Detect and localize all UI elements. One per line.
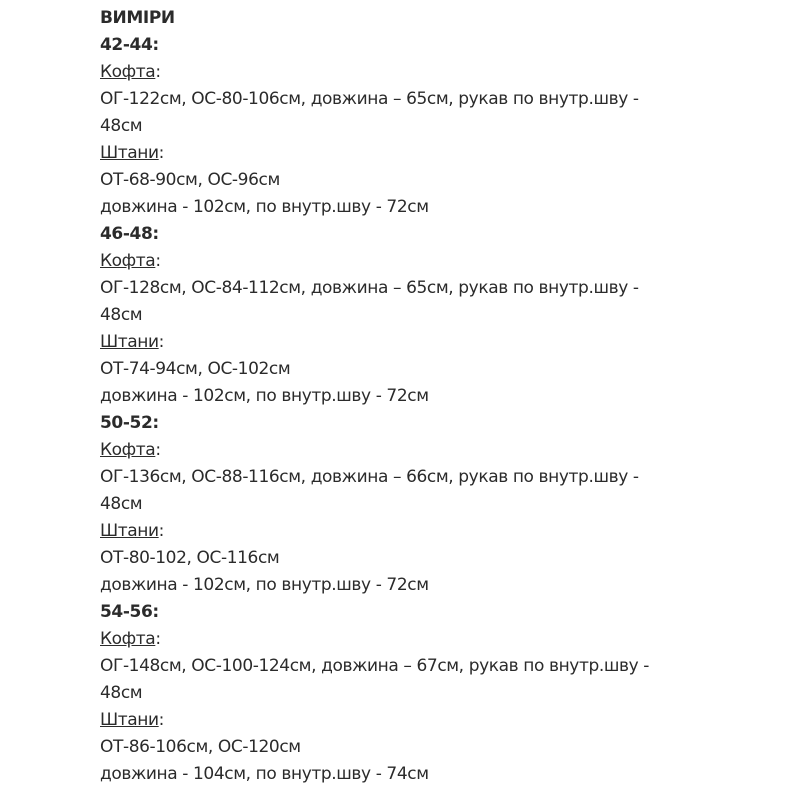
top-measurements-line: ОГ-148см, ОС-100-124см, довжина – 67см, рукав по внутр.шву - bbox=[100, 656, 650, 676]
top-measurements-line: 48см bbox=[100, 494, 143, 514]
top-measurements-line: ОГ-128см, ОС-84-112см, довжина – 65см, рукав по внутр.шву - bbox=[100, 278, 639, 298]
bottom-section-label bbox=[100, 707, 720, 734]
bottom-measurements-line: ОТ-86-106см, ОС-120см bbox=[100, 737, 301, 757]
bottom-measurements-line: довжина - 102см, по внутр.шву - 72см bbox=[100, 386, 429, 406]
label-colon: : bbox=[155, 251, 161, 271]
top-measurements-line: 48см bbox=[100, 683, 143, 703]
bottom-section-label bbox=[100, 329, 720, 356]
bottom-label: Штани bbox=[100, 143, 159, 163]
bottom-measurements-line: довжина - 102см, по внутр.шву - 72см bbox=[100, 197, 429, 217]
top-label: Кофта bbox=[100, 62, 156, 82]
top-label: Кофта bbox=[100, 440, 156, 460]
size-heading: 54-56: bbox=[100, 602, 159, 622]
label-colon: : bbox=[158, 521, 164, 541]
top-label: Кофта bbox=[100, 629, 156, 649]
size-heading: 46-48: bbox=[100, 224, 159, 244]
measurements-document bbox=[100, 5, 720, 788]
page-title: ВИМІРИ bbox=[100, 8, 175, 28]
top-section-label bbox=[100, 626, 720, 653]
top-section-label bbox=[100, 437, 720, 464]
top-section-label bbox=[100, 248, 720, 275]
bottom-measurements-line: довжина - 102см, по внутр.шву - 72см bbox=[100, 575, 429, 595]
bottom-measurements-line: ОТ-74-94см, ОС-102см bbox=[100, 359, 291, 379]
top-measurements-line: 48см bbox=[100, 116, 143, 136]
size-heading: 50-52: bbox=[100, 413, 159, 433]
bottom-measurements-line: довжина - 104см, по внутр.шву - 74см bbox=[100, 764, 429, 784]
bottom-section-label bbox=[100, 140, 720, 167]
top-section-label bbox=[100, 59, 720, 86]
label-colon: : bbox=[158, 710, 164, 730]
top-measurements-line: 48см bbox=[100, 305, 143, 325]
bottom-section-label bbox=[100, 518, 720, 545]
top-label: Кофта bbox=[100, 251, 156, 271]
top-measurements-line: ОГ-136см, ОС-88-116см, довжина – 66см, рукав по внутр.шву - bbox=[100, 467, 639, 487]
label-colon: : bbox=[155, 440, 161, 460]
watermark bbox=[420, 784, 580, 804]
label-colon: : bbox=[158, 332, 164, 352]
label-colon: : bbox=[158, 143, 164, 163]
bottom-label: Штани bbox=[100, 710, 159, 730]
label-colon: : bbox=[155, 62, 161, 82]
top-measurements-line: ОГ-122см, ОС-80-106см, довжина – 65см, рукав по внутр.шву - bbox=[100, 89, 639, 109]
bottom-label: Штани bbox=[100, 332, 159, 352]
label-colon: : bbox=[155, 629, 161, 649]
bottom-measurements-line: ОТ-80-102, ОС-116см bbox=[100, 548, 280, 568]
bottom-measurements-line: ОТ-68-90см, ОС-96см bbox=[100, 170, 280, 190]
size-heading: 42-44: bbox=[100, 35, 159, 55]
bottom-label: Штани bbox=[100, 521, 159, 541]
